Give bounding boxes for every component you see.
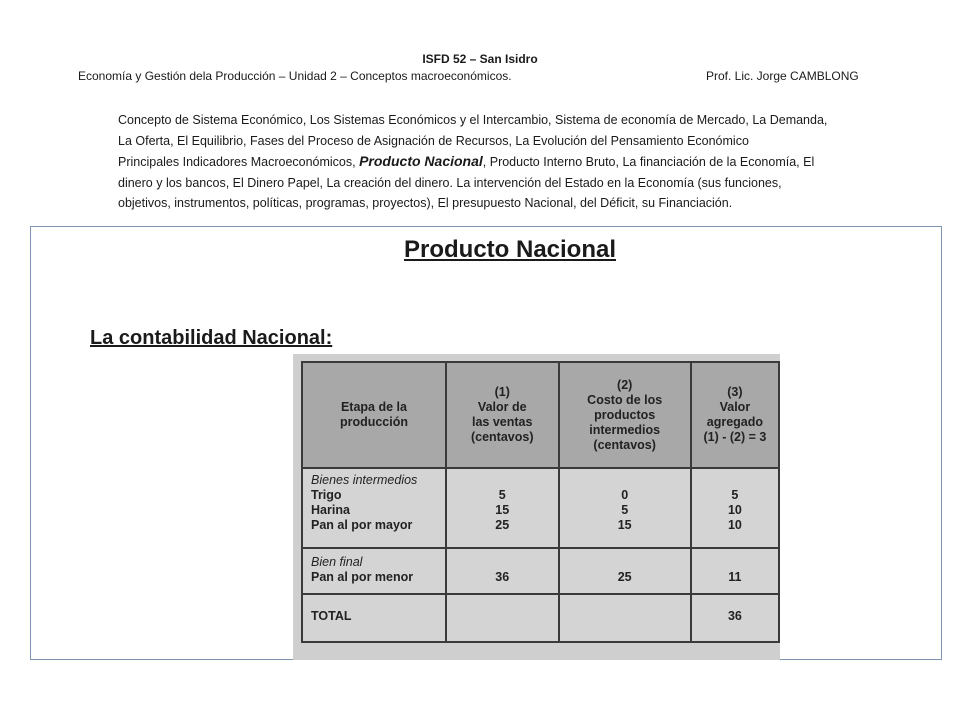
added-value: 10	[727, 503, 742, 517]
header-line: (centavos)	[593, 437, 656, 452]
header-line: intermedios	[589, 422, 661, 437]
sales-value: 25	[495, 518, 510, 532]
value-added-table-image	[293, 354, 780, 660]
panel-title: Producto Nacional	[403, 236, 617, 263]
added-cell	[691, 468, 779, 548]
intermediate-label: Bienes intermedios	[311, 473, 418, 487]
professor-header: Prof. Lic. Jorge CAMBLONG	[706, 69, 859, 83]
row-name: Pan al por mayor	[311, 518, 413, 532]
total-value: 36	[727, 609, 742, 623]
header-line: (2)	[617, 377, 633, 392]
intro-line: dinero y los bancos, El Dinero Papel, La creación del dinero. La intervención del Estado en la Economía (sus funciones,	[118, 175, 782, 190]
total-cell	[302, 594, 446, 642]
cost-cell	[559, 468, 691, 548]
added-value: 11	[728, 570, 742, 584]
intermediate-cell	[302, 468, 446, 548]
added-cell	[691, 548, 779, 594]
header-line: productos	[594, 407, 656, 422]
intro-line: objetivos, instrumentos, políticas, programas, proyectos), El presupuesto Nacional, del Déficit, su Financiación.	[118, 196, 733, 210]
empty-cell	[559, 594, 691, 642]
sales-value: 5	[498, 488, 506, 502]
table-row-intermediate	[302, 468, 779, 548]
intro-line	[118, 151, 938, 173]
header-cost	[559, 362, 691, 468]
header-sales	[446, 362, 559, 468]
institution-header: ISFD 52 – San Isidro	[422, 52, 538, 66]
table-header-row	[302, 362, 779, 468]
empty-cell	[446, 594, 559, 642]
panel-subtitle: La contabilidad Nacional:	[90, 327, 333, 349]
header-line: las ventas	[472, 415, 533, 429]
value-added-table	[301, 361, 780, 643]
cost-cell	[559, 548, 691, 594]
course-header: Economía y Gestión dela Producción – Unidad 2 – Conceptos macroeconómicos.	[78, 69, 512, 83]
header-line: Valor de	[477, 400, 527, 414]
header-line: (1) - (2) = 3	[703, 430, 767, 444]
cost-value: 15	[617, 518, 632, 532]
total-label: TOTAL	[311, 609, 352, 623]
intro-text: , Producto Interno Bruto, La financiación de la Economía, El	[482, 155, 815, 169]
cost-value: 0	[621, 488, 629, 502]
table-row-final	[302, 548, 779, 594]
intro-text: Principales Indicadores Macroeconómicos,	[118, 155, 360, 169]
final-label: Bien final	[311, 555, 363, 569]
sales-cell	[446, 548, 559, 594]
intro-line: Concepto de Sistema Económico, Los Sistemas Económicos y el Intercambio, Sistema de economía de Mercado, La Demanda,	[118, 113, 828, 127]
sales-value: 36	[495, 570, 510, 584]
row-name: Pan al por menor	[311, 570, 414, 584]
row-name: Harina	[311, 503, 350, 517]
table-row-total	[302, 594, 779, 642]
header-line: (3)	[727, 385, 743, 399]
final-cell	[302, 548, 446, 594]
intro-line: La Oferta, El Equilibrio, Fases del Proceso de Asignación de Recursos, La Evolución del Pensamiento Económico	[118, 133, 749, 148]
header-stage	[302, 362, 446, 468]
added-value: 10	[727, 518, 742, 532]
added-value: 5	[731, 488, 739, 502]
cost-value: 25	[617, 570, 632, 584]
row-name: Trigo	[311, 488, 342, 502]
intro-paragraph	[118, 110, 938, 214]
header-added	[691, 362, 779, 468]
intro-emphasis: Producto Nacional	[359, 153, 483, 169]
cost-value: 5	[621, 503, 629, 517]
header-line: Etapa de la	[340, 400, 407, 414]
header-line: (1)	[494, 385, 510, 399]
header-line: producción	[339, 415, 408, 429]
header-line: agregado	[706, 415, 764, 429]
header-line: Valor	[719, 400, 751, 414]
sales-value: 15	[495, 503, 510, 517]
header-line: (centavos)	[470, 430, 534, 444]
added-cell	[691, 594, 779, 642]
sales-cell	[446, 468, 559, 548]
header-line: Costo de los	[587, 392, 663, 407]
